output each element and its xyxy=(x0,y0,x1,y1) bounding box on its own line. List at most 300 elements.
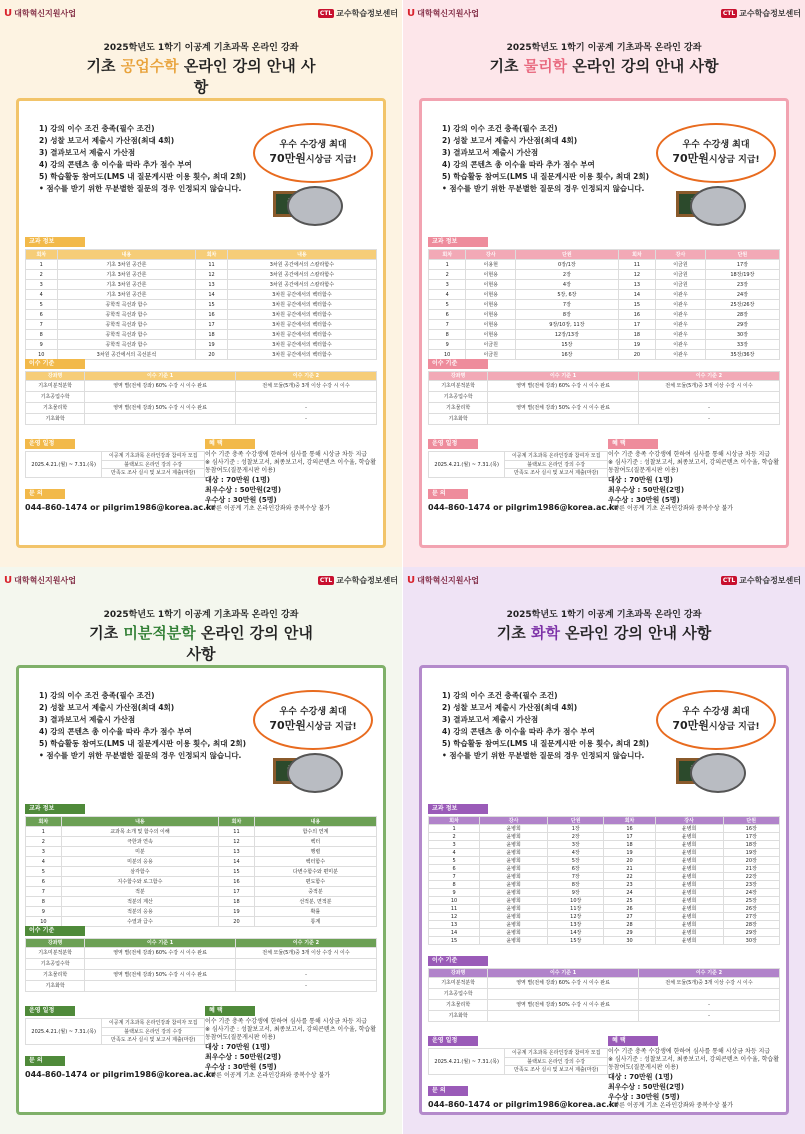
benefit-desc: 이수 기준 충족 수강생에 한하여 심사를 통해 시상금 차등 지급 xyxy=(205,1018,368,1025)
table-row xyxy=(26,867,377,877)
table-cell: 19 xyxy=(618,340,655,350)
table-cell: 30 xyxy=(604,937,655,945)
ops-section-label: 운영 일정 xyxy=(428,439,478,449)
table-row xyxy=(26,350,377,360)
mascot-tiger-icon xyxy=(287,186,343,226)
benefit-good: 우수상 : 30만원 (5명) xyxy=(608,496,680,504)
table-cell xyxy=(488,1010,639,1021)
table-cell: 13 xyxy=(196,280,228,290)
poster-title xyxy=(483,55,725,76)
table-cell: 이용현 xyxy=(466,260,516,270)
poster-title xyxy=(80,622,322,664)
u-icon: U xyxy=(4,574,13,586)
benefit-excellent: 최우수상 : 50만원(2명) xyxy=(608,1083,685,1091)
mascot-tiger-icon xyxy=(690,186,746,226)
table-cell: 26장 xyxy=(723,905,780,913)
rule-item: 2) 성찰 보고서 제출시 가산점(최대 4회) xyxy=(442,703,578,712)
table-header-cell: 단원 xyxy=(705,250,779,260)
ops-item: 만족도 조사 실시 및 보고서 제출(마감) xyxy=(505,1066,608,1075)
table-cell: 이관우 xyxy=(656,350,706,360)
table-cell: 8장 xyxy=(548,881,604,889)
bubble-line1: 우수 수강생 최대 xyxy=(682,140,750,150)
table-row xyxy=(26,969,377,980)
rule-item: 5) 학습활동 참여도(LMS 내 질문게시판 이용 횟수, 최대 2회) xyxy=(39,172,247,181)
contact-info: 044-860-1474 or pilgrim1986@korea.ac.kr xyxy=(428,503,619,512)
benefit-good: 우수상 : 30만원 (5명) xyxy=(608,1093,680,1101)
table-cell: 18 xyxy=(618,330,655,340)
title-prefix: 기초 xyxy=(489,57,524,75)
table-cell: 이현용 xyxy=(466,300,516,310)
rule-item: • 점수를 받기 위한 무분별한 질문의 경우 인정되지 않습니다. xyxy=(442,184,645,193)
benefit-excellent: 최우수상 : 50만원(2명) xyxy=(608,486,685,494)
table-cell: 3차원 공간에서의 스칼라함수 xyxy=(227,280,376,290)
header-bar xyxy=(4,573,398,587)
table-cell: 22 xyxy=(604,873,655,881)
table-cell: 2 xyxy=(26,270,58,280)
table-cell: 18장/19장 xyxy=(705,270,779,280)
table-cell: 극한과 연속 xyxy=(61,837,218,847)
poster-panel xyxy=(403,0,805,567)
table-cell: 영역 별(전체 강좌) 50% 수강 시 이수 완료 xyxy=(85,969,236,980)
table-cell: 윤병희 xyxy=(480,825,548,833)
prize-bubble xyxy=(253,690,373,750)
right-logo-text: 교수학습정보센터 xyxy=(336,8,398,18)
bubble-line1: 우수 수강생 최대 xyxy=(682,707,750,717)
rule-item: 3) 결과보고서 제출시 가산점 xyxy=(442,715,539,724)
ops-item: 블랙보드 온라인 강의 수강 xyxy=(102,1027,205,1036)
table-cell: 적분의 응용 xyxy=(61,907,218,917)
table-cell: 15장 xyxy=(548,937,604,945)
benefit-criteria: ※ 심사기준 : 성찰보고서, 최종보고서, 강의콘텐츠 이수율, 학습활동참여도(질문게시판 이용) xyxy=(608,1056,780,1071)
table-row xyxy=(429,280,780,290)
table-cell: 선적분, 면적분 xyxy=(254,897,376,907)
table-row xyxy=(26,837,377,847)
table-row xyxy=(429,1049,608,1058)
rule-item: 4) 강의 콘텐츠 총 이수율 따라 추가 점수 부여 xyxy=(39,160,192,169)
table-cell: 8 xyxy=(26,330,58,340)
table-cell: 4장 xyxy=(548,849,604,857)
table-cell: 기초 3차원 공간론 xyxy=(57,290,196,300)
table-cell: 7장 xyxy=(516,300,619,310)
rule-item: 4) 강의 콘텐츠 총 이수율 따라 추가 점수 부여 xyxy=(442,727,595,736)
table-row xyxy=(429,350,780,360)
table-row xyxy=(429,921,780,929)
table-row xyxy=(429,873,780,881)
table-cell: 기초물리학 xyxy=(429,999,488,1010)
bubble-amount: 70만원 xyxy=(269,719,306,732)
benefit-section-label: 혜 택 xyxy=(205,1006,255,1016)
table-cell: 7 xyxy=(429,873,480,881)
table-row xyxy=(26,270,377,280)
left-logo-text: 대학혁신지원사업 xyxy=(14,575,76,585)
table-header-cell: 단원 xyxy=(516,250,619,260)
benefit-desc: 이수 기준 충족 수강생에 한하여 심사를 통해 시상금 차등 지급 xyxy=(608,1048,771,1055)
poster-panel xyxy=(0,567,402,1134)
benefit-good: 우수상 : 30만원 (5명) xyxy=(205,1063,277,1071)
u-icon: U xyxy=(407,574,416,586)
rule-item: 3) 결과보고서 제출시 가산점 xyxy=(442,148,539,157)
rules-list xyxy=(39,123,279,195)
table-cell xyxy=(638,988,779,999)
ops-item: 이공계 기초과목 온라인강좌 참여자 모집 xyxy=(102,1019,205,1028)
table-cell: 기초화학 xyxy=(26,413,85,424)
table-row xyxy=(26,980,377,991)
title-prefix: 기초 xyxy=(496,624,531,642)
table-header-cell: 이수 기준 2 xyxy=(235,372,376,381)
u-icon: U xyxy=(4,7,13,19)
table-cell: - xyxy=(235,969,376,980)
table-header-row xyxy=(26,250,377,260)
table-cell: 1 xyxy=(429,825,480,833)
table-header-cell: 회차 xyxy=(429,817,480,825)
table-cell: 윤병희 xyxy=(655,825,723,833)
table-header-cell: 회차 xyxy=(219,817,255,827)
table-cell: 전체 모듈(5개)중 3개 이상 수강 시 이수 xyxy=(235,947,376,958)
table-header-cell: 강사 xyxy=(480,817,548,825)
table-row xyxy=(429,999,780,1010)
table-cell: 미분의 응용 xyxy=(61,857,218,867)
benefit-grand: 대상 : 70만원 (1명) xyxy=(205,476,270,484)
table-cell: 25장/26장 xyxy=(705,300,779,310)
table-cell: 29 xyxy=(604,929,655,937)
table-row xyxy=(26,402,377,413)
table-cell: 9 xyxy=(26,340,58,350)
table-cell: 25장 xyxy=(723,897,780,905)
table-cell: 3 xyxy=(26,280,58,290)
table-cell: 7장 xyxy=(548,873,604,881)
table-row xyxy=(429,391,780,402)
table-cell: 16장 xyxy=(723,825,780,833)
rule-item: 1) 강의 이수 조건 충족(필수 조건) xyxy=(39,691,155,700)
table-header-cell: 회차 xyxy=(26,250,58,260)
bubble-line3: 시상금 지급! xyxy=(708,155,760,165)
ops-item: 블랙보드 온라인 강의 수강 xyxy=(102,460,205,469)
table-header-row xyxy=(26,939,377,948)
table-header-cell: 단원 xyxy=(723,817,780,825)
rule-item: 3) 결과보고서 제출시 가산점 xyxy=(39,148,136,157)
ops-item: 이공계 기초과목 온라인강좌 참여자 모집 xyxy=(505,1049,608,1058)
poster-subtitle: 2025학년도 1학기 이공계 기초과목 온라인 강좌 xyxy=(506,43,702,53)
table-cell: 윤병희 xyxy=(655,937,723,945)
table-cell: 전체 모듈(5개)중 3개 이상 수강 시 이수 xyxy=(638,380,779,391)
table-cell: 이관우 xyxy=(656,340,706,350)
table-header-cell: 회차 xyxy=(196,250,228,260)
table-cell: 지수함수와 로그함수 xyxy=(61,877,218,887)
benefit-good: 우수상 : 30만원 (5명) xyxy=(205,496,277,504)
table-cell: 19장 xyxy=(723,849,780,857)
poster-title xyxy=(483,622,725,643)
bubble-line3: 시상금 지급! xyxy=(305,155,357,165)
table-cell: 윤병희 xyxy=(480,905,548,913)
table-row xyxy=(429,929,780,937)
info-card xyxy=(419,665,789,1115)
table-cell: 이금원 xyxy=(656,280,706,290)
table-cell: 13 xyxy=(219,847,255,857)
bubble-amount: 70만원 xyxy=(269,152,306,165)
benefit-excellent: 최우수상 : 50만원(2명) xyxy=(205,486,282,494)
table-header-cell: 이수 기준 2 xyxy=(638,372,779,381)
table-cell: 3차원 공간에서의 벡터함수 xyxy=(227,320,376,330)
table-cell: 윤병희 xyxy=(480,873,548,881)
table-cell: 이현용 xyxy=(466,310,516,320)
table-row xyxy=(429,857,780,865)
table-row xyxy=(429,310,780,320)
table-row xyxy=(26,847,377,857)
table-header-cell: 강사 xyxy=(656,250,706,260)
benefit-block xyxy=(205,1018,381,1080)
university-logo xyxy=(407,8,479,19)
table-cell: 6장 xyxy=(548,865,604,873)
table-cell: 2 xyxy=(26,837,62,847)
table-cell: 5장, 6장 xyxy=(516,290,619,300)
table-cell: 11 xyxy=(429,905,480,913)
table-cell xyxy=(235,391,376,402)
table-cell: 영역 별(전체 강좌) 50% 수강 시 이수 완료 xyxy=(488,402,639,413)
bubble-line2-wrap xyxy=(658,717,774,733)
rule-item: 2) 성찰 보고서 제출시 가산점(최대 4회) xyxy=(442,136,578,145)
table-cell: 윤병희 xyxy=(480,841,548,849)
table-row xyxy=(429,913,780,921)
table-cell: 3차원 공간에서의 스칼라함수 xyxy=(227,270,376,280)
ctl-logo-icon: CTL xyxy=(722,9,736,17)
mascot-tiger-icon xyxy=(690,753,746,793)
table-cell: 16 xyxy=(604,825,655,833)
table-cell: 기초화학 xyxy=(429,413,488,424)
table-cell: 3차원 공간에서의 벡터함수 xyxy=(227,350,376,360)
table-cell: 이관우 xyxy=(656,300,706,310)
table-cell: 기초공업수학 xyxy=(26,958,85,969)
table-cell: 14 xyxy=(219,857,255,867)
table-header-cell: 강좌명 xyxy=(26,372,85,381)
table-cell: 19 xyxy=(604,849,655,857)
table-cell: 3차원 공간에서의 벡터함수 xyxy=(227,330,376,340)
benefit-grand: 대상 : 70만원 (1명) xyxy=(205,1043,270,1051)
table-cell: 윤병희 xyxy=(655,889,723,897)
benefit-note: • 다른 이공계 기초 온라인강좌와 중복수상 불가 xyxy=(608,505,734,512)
table-cell: - xyxy=(638,413,779,424)
table-cell: 8 xyxy=(429,330,466,340)
table-cell: 15 xyxy=(618,300,655,310)
table-row xyxy=(429,849,780,857)
header-bar xyxy=(407,6,801,20)
table-cell: 9 xyxy=(429,889,480,897)
bubble-amount: 70만원 xyxy=(672,152,709,165)
table-cell: 윤병희 xyxy=(655,873,723,881)
poster-title xyxy=(80,55,322,97)
table-header-cell: 강좌명 xyxy=(429,372,488,381)
course-section-label: 교과 정보 xyxy=(428,804,488,814)
table-cell: 통계 xyxy=(254,917,376,927)
table-header-cell: 이수 기준 1 xyxy=(85,372,236,381)
table-cell: 21장 xyxy=(723,865,780,873)
table-cell: 윤병희 xyxy=(655,849,723,857)
table-cell: 윤병희 xyxy=(480,865,548,873)
course-section-label: 교과 정보 xyxy=(25,804,85,814)
prize-bubble xyxy=(656,123,776,183)
title-subject: 화학 xyxy=(530,624,560,642)
table-cell: 12 xyxy=(219,837,255,847)
table-row xyxy=(429,905,780,913)
bubble-amount: 70만원 xyxy=(672,719,709,732)
table-cell: 35장/36장 xyxy=(705,350,779,360)
benefit-excellent: 최우수상 : 50만원(2명) xyxy=(205,1053,282,1061)
table-cell: 이현용 xyxy=(466,320,516,330)
table-cell: 24장 xyxy=(705,290,779,300)
table-row xyxy=(429,988,780,999)
table-cell: 함수의 연계 xyxy=(254,827,376,837)
table-cell: 기초 3차원 공간론 xyxy=(57,270,196,280)
contact-section-label: 문 의 xyxy=(428,1086,468,1096)
right-logo-text: 교수학습정보센터 xyxy=(739,8,801,18)
table-row xyxy=(429,841,780,849)
table-cell xyxy=(488,413,639,424)
table-cell: 5 xyxy=(429,857,480,865)
table-cell: 이현용 xyxy=(466,280,516,290)
table-row xyxy=(429,260,780,270)
table-cell: 윤병희 xyxy=(480,897,548,905)
ops-table xyxy=(428,451,608,478)
table-cell: 10 xyxy=(26,350,58,360)
table-cell: 이현용 xyxy=(466,270,516,280)
ops-item: 만족도 조사 실시 및 보고서 제출(마감) xyxy=(102,1036,205,1045)
table-cell: 10 xyxy=(429,350,466,360)
table-cell: 19 xyxy=(196,340,228,350)
table-cell: 이금원 xyxy=(656,270,706,280)
table-cell: 20 xyxy=(219,917,255,927)
table-cell: 16 xyxy=(618,310,655,320)
university-logo xyxy=(4,8,76,19)
table-row xyxy=(429,825,780,833)
table-row xyxy=(26,340,377,350)
table-cell: 17장 xyxy=(723,833,780,841)
table-cell: 윤병희 xyxy=(480,921,548,929)
table-cell: 적분 xyxy=(61,887,218,897)
table-cell: 33장 xyxy=(705,340,779,350)
table-cell: 9 xyxy=(26,907,62,917)
table-cell: 공학적 곡선과 함수 xyxy=(57,340,196,350)
table-cell: 14 xyxy=(196,290,228,300)
table-cell: 이현용 xyxy=(466,330,516,340)
table-cell: 17장 xyxy=(705,260,779,270)
completion-table xyxy=(428,371,780,425)
table-header-row xyxy=(429,372,780,381)
table-cell: 기초물리학 xyxy=(26,402,85,413)
header-bar xyxy=(407,573,801,587)
table-cell: 5장 xyxy=(548,857,604,865)
table-cell: 15 xyxy=(429,937,480,945)
table-row xyxy=(429,290,780,300)
table-cell: - xyxy=(638,999,779,1010)
ctl-logo-icon: CTL xyxy=(722,576,736,584)
ops-date: 2025.4.21.(월) ~ 7.31.(목) xyxy=(26,452,102,478)
table-cell: 윤병희 xyxy=(655,913,723,921)
table-cell: 6 xyxy=(429,310,466,320)
table-cell: 윤병희 xyxy=(655,929,723,937)
table-row xyxy=(26,380,377,391)
table-cell: 17 xyxy=(618,320,655,330)
table-cell: 전체 모듈(5개)중 3개 이상 수강 시 이수 xyxy=(638,977,779,988)
table-cell: - xyxy=(235,402,376,413)
table-cell: 윤병희 xyxy=(480,889,548,897)
table-cell: 24 xyxy=(604,889,655,897)
table-cell: 윤병희 xyxy=(655,865,723,873)
table-cell: 기초공업수학 xyxy=(429,988,488,999)
table-cell: 4 xyxy=(429,290,466,300)
table-header-cell: 이수 기준 1 xyxy=(85,939,236,948)
rules-list xyxy=(442,690,682,762)
table-cell: 윤병희 xyxy=(480,929,548,937)
table-cell: 영역 별(전체 강좌) 50% 수강 시 이수 완료 xyxy=(85,402,236,413)
benefit-section-label: 혜 택 xyxy=(608,439,658,449)
table-cell: 기초화학 xyxy=(26,980,85,991)
table-cell: 20 xyxy=(604,857,655,865)
table-row xyxy=(26,320,377,330)
table-row xyxy=(429,340,780,350)
center-logo xyxy=(318,575,398,586)
table-cell: 이관우 xyxy=(656,320,706,330)
table-cell: 3장 xyxy=(548,841,604,849)
table-row xyxy=(429,937,780,945)
table-cell: 17 xyxy=(604,833,655,841)
table-cell: 윤병희 xyxy=(480,937,548,945)
ops-table xyxy=(428,1048,608,1075)
table-cell: 기초화학 xyxy=(429,1010,488,1021)
course-section-label: 교과 정보 xyxy=(25,237,85,247)
schedule-table xyxy=(428,249,780,360)
table-header-cell: 회차 xyxy=(618,250,655,260)
rule-item: 2) 성찰 보고서 제출시 가산점(최대 4회) xyxy=(39,136,175,145)
ops-table xyxy=(25,451,205,478)
table-cell: 4 xyxy=(26,290,58,300)
table-cell: 영역 별(전체 강좌) 60% 수강 시 이수 완료 xyxy=(488,380,639,391)
info-card xyxy=(419,98,789,548)
bubble-line1: 우수 수강생 최대 xyxy=(279,140,347,150)
left-logo-text: 대학혁신지원사업 xyxy=(14,8,76,18)
table-cell: 6 xyxy=(26,877,62,887)
table-cell: 윤병희 xyxy=(655,905,723,913)
table-row xyxy=(429,270,780,280)
table-cell: 윤병희 xyxy=(655,833,723,841)
ops-item: 이공계 기초과목 온라인강좌 참여자 모집 xyxy=(505,452,608,461)
table-cell: 26 xyxy=(604,905,655,913)
ctl-logo-icon: CTL xyxy=(319,576,333,584)
table-row xyxy=(429,300,780,310)
rule-item: 3) 결과보고서 제출시 가산점 xyxy=(39,715,136,724)
table-cell: - xyxy=(235,980,376,991)
table-cell: 5 xyxy=(26,300,58,310)
left-logo-text: 대학혁신지원사업 xyxy=(417,8,479,18)
table-cell: 28장 xyxy=(723,921,780,929)
table-cell: 기초미분적분학 xyxy=(26,380,85,391)
table-header-cell: 이수 기준 1 xyxy=(488,372,639,381)
header-bar xyxy=(4,6,398,20)
table-row xyxy=(429,452,608,461)
table-cell: 벡터 xyxy=(254,837,376,847)
completion-section-label: 이수 기준 xyxy=(428,359,488,369)
benefit-grand: 대상 : 70만원 (1명) xyxy=(608,476,673,484)
table-row xyxy=(26,897,377,907)
rule-item: 5) 학습활동 참여도(LMS 내 질문게시판 이용 횟수, 최대 2회) xyxy=(442,172,650,181)
table-row xyxy=(429,330,780,340)
table-cell: 2장 xyxy=(548,833,604,841)
table-cell: 13 xyxy=(618,280,655,290)
table-cell: 1 xyxy=(26,827,62,837)
ops-date: 2025.4.21.(월) ~ 7.31.(목) xyxy=(429,452,505,478)
table-cell: 영역 별(전체 강좌) 50% 수강 시 이수 완료 xyxy=(488,999,639,1010)
table-row xyxy=(26,300,377,310)
table-row xyxy=(26,827,377,837)
ops-table xyxy=(25,1018,205,1045)
